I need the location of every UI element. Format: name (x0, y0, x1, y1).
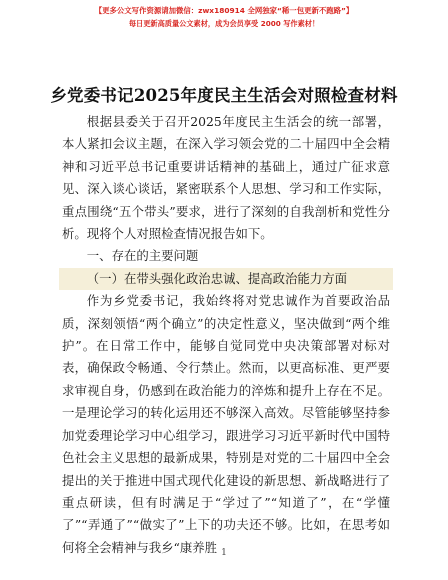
body-paragraph: 作为乡党委书记，我始终将对党忠诚作为首要政治品质，深刻领悟“两个确立”的决定性意义，坚决做到“两个维护”。在日常工作中，能够自觉同党中央决策部署对标对表，确保政令畅通、令行禁止。然而，以更高标准、更严要求审视自身，仍感到在政治能力的淬炼和提升上存在不足。一是理论学习的转化运用还不够深入高效。尽管能够坚持参加党委理论学习中心组学习，跟进学习习近平新时代中国特色社会主义思想的最新成果，特别是对党的二十届四中全会提出的关于推进中国式现代化建设的新思想、新战略进行了重点研读，但有时满足于“学过了”“知道了”，在“学懂了”“弄通了”“做实了”上下的功夫还不够。比如，在思考如何将全会精神与我乡“康养胜 (62, 293, 390, 555)
intro-paragraph: 根据县委关于召开2025年度民主生活会的统一部署，本人紧扣会议主题，在深入学习领会党的二十届四中全会精神和习近平总书记重要讲话精神的基础上，通过广征求意见、深入谈心谈话，紧密联系个人思想、学习和工作实际，重点围绕“五个带头”要求，进行了深刻的自我剖析和党性分析。现将个人对照检查情况报告如下。 (62, 114, 390, 242)
promo-banner (0, 4, 448, 30)
promo-banner-line-2: 每日更新高质量公文素材，成为会员享受 2000 写作素材！ (128, 19, 320, 28)
document-body (62, 111, 390, 559)
promo-banner-line-1: 【更多公文写作资源请加微信：zwx180914 全网独家“稀一包更新不跑路”】 (94, 6, 354, 15)
subsection-heading: （一）在带头强化政治忠诚、提高政治能力方面 (59, 268, 393, 290)
document-title: 乡党委书记2025年度民主生活会对照检查材料 (50, 86, 398, 105)
page-number: 1 (221, 548, 227, 558)
section-heading: 一、存在的主要问题 (86, 248, 199, 264)
